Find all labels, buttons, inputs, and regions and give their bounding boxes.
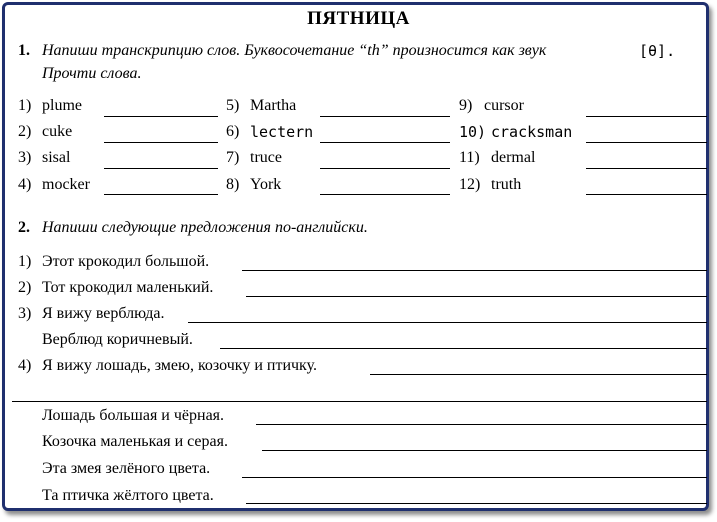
word-number: 1) (18, 97, 32, 114)
sentence-text: Верблюд коричневый. (42, 331, 193, 348)
task1-instruction-line1: Напиши транскрипцию слов. Буквосочетание “th” произносится как звук (42, 42, 547, 59)
transcription-blank[interactable] (586, 142, 707, 143)
sentence-text: Тот крокодил маленький. (42, 279, 214, 296)
transcription-blank[interactable] (104, 116, 218, 117)
answer-line[interactable] (246, 296, 707, 297)
word-number: 10) (459, 123, 487, 141)
word-item: truth (491, 176, 522, 193)
word-item: dermal (491, 149, 536, 166)
answer-line[interactable] (262, 450, 707, 451)
word-item: cursor (484, 97, 524, 114)
word-number: 8) (226, 176, 240, 193)
page-title: ПЯТНИЦА (307, 8, 410, 29)
sentence-number: 1) (18, 253, 32, 270)
transcription-blank[interactable] (586, 116, 707, 117)
word-number: 9) (459, 97, 473, 114)
word-item: cracksman (491, 123, 573, 141)
sentence-text: Этот крокодил большой. (42, 253, 210, 270)
word-number: 3) (18, 149, 32, 166)
word-number: 5) (226, 97, 240, 114)
word-item: sisal (42, 149, 71, 166)
sentence-text: Эта змея зелёного цвета. (42, 460, 211, 477)
word-number: 12) (459, 176, 481, 193)
sentence-number: 3) (18, 305, 32, 322)
word-number: 2) (18, 123, 32, 140)
answer-line[interactable] (246, 503, 707, 504)
sentence-text: Та птичка жёлтого цвета. (42, 487, 214, 504)
task1-instruction-line2: Прочти слова. (42, 65, 142, 82)
transcription-blank[interactable] (586, 168, 707, 169)
word-number: 11) (459, 149, 480, 166)
word-item: truce (250, 149, 282, 166)
transcription-blank[interactable] (320, 194, 450, 195)
transcription-blank[interactable] (104, 142, 218, 143)
answer-line[interactable] (242, 477, 707, 478)
transcription-blank[interactable] (320, 142, 450, 143)
answer-line[interactable] (188, 322, 707, 323)
word-item: plume (42, 97, 82, 114)
word-item: cuke (42, 123, 73, 140)
answer-line[interactable] (256, 424, 707, 425)
sentence-text: Я вижу верблюда. (42, 305, 165, 322)
answer-line[interactable] (220, 348, 707, 349)
transcription-blank[interactable] (104, 194, 218, 195)
task1-sound: [θ]. (639, 42, 676, 60)
word-item: mocker (42, 176, 90, 193)
sentence-number: 4) (18, 357, 32, 374)
task2-instruction: Напиши следующие предложения по-английски. (42, 219, 368, 236)
sentence-text: Я вижу лошадь, змею, козочку и птичку. (42, 357, 317, 374)
sentence-text: Козочка маленькая и серая. (42, 433, 228, 450)
task2-number: 2. (18, 219, 30, 236)
transcription-blank[interactable] (320, 116, 450, 117)
transcription-blank[interactable] (586, 194, 707, 195)
task1-number: 1. (18, 42, 30, 59)
word-item: York (250, 176, 282, 193)
word-number: 7) (226, 149, 240, 166)
transcription-blank[interactable] (104, 168, 218, 169)
answer-line[interactable] (370, 374, 707, 375)
word-number: 4) (18, 176, 32, 193)
sentence-number: 2) (18, 279, 32, 296)
answer-line-full[interactable] (12, 401, 707, 402)
word-item: Martha (250, 97, 297, 114)
word-item: lectern (250, 123, 314, 141)
word-number: 6) (226, 123, 240, 140)
answer-line[interactable] (242, 270, 707, 271)
sentence-text: Лошадь большая и чёрная. (42, 407, 225, 424)
transcription-blank[interactable] (320, 168, 450, 169)
